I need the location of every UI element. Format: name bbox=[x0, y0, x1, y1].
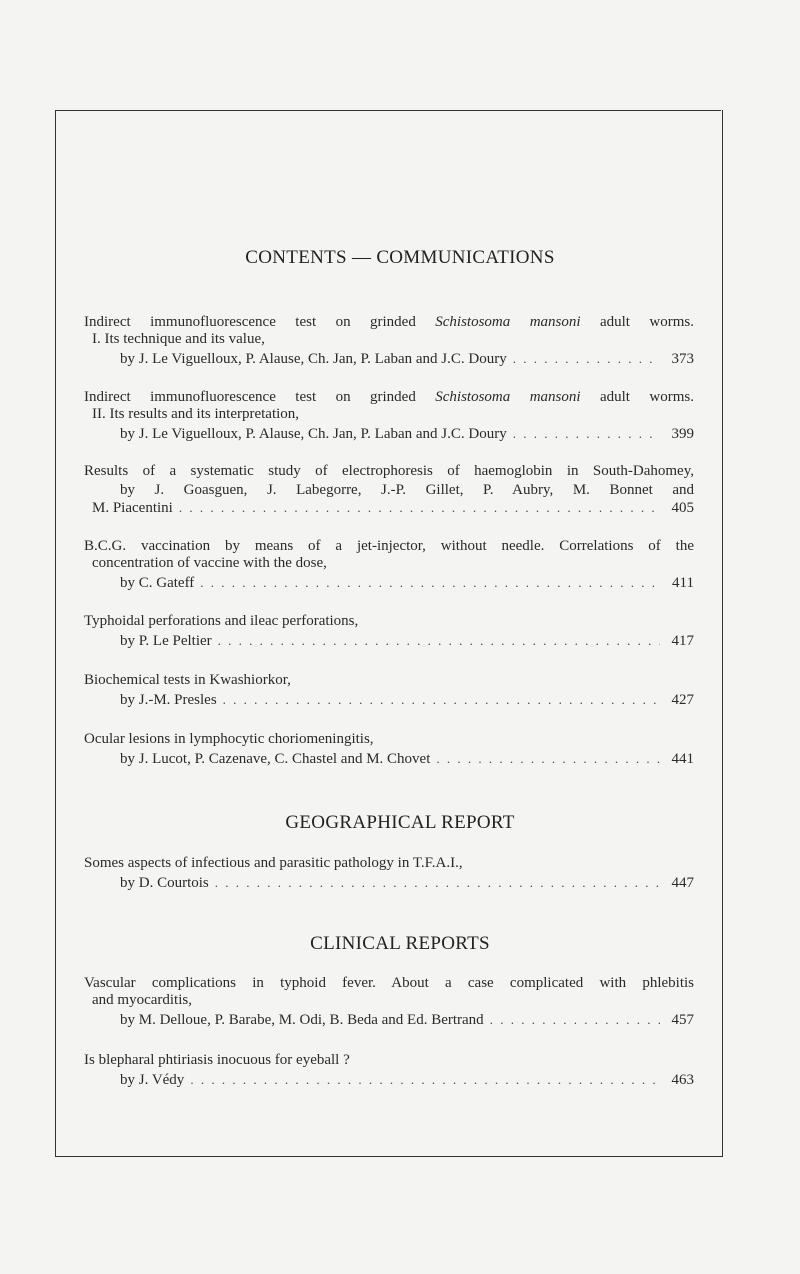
entry-page-number: 405 bbox=[671, 500, 694, 516]
dot-leader bbox=[200, 574, 660, 591]
entry-page-number: 373 bbox=[671, 351, 694, 367]
entry-page-number: 457 bbox=[671, 1012, 694, 1028]
section-title-geographical: GEOGRAPHICAL REPORT bbox=[285, 812, 515, 833]
entry-title-line: Indirect immunofluorescence test on grinded Schistosoma mansoni adult worms. bbox=[84, 314, 694, 330]
entry-author-row bbox=[84, 1011, 694, 1029]
dot-leader bbox=[513, 350, 660, 367]
entry-author-row bbox=[84, 350, 694, 368]
entry-title-line: Is blepharal phtiriasis inocuous for eyeball ? bbox=[84, 1052, 350, 1068]
entry-title-line: Typhoidal perforations and ileac perforations, bbox=[84, 613, 359, 629]
entry-page-number: 427 bbox=[671, 692, 694, 708]
entry-title-line: Vascular complications in typhoid fever. About a case complicated with phlebitis bbox=[84, 975, 694, 991]
section-title-clinical: CLINICAL REPORTS bbox=[310, 933, 490, 954]
entry-title-line: Results of a systematic study of electrophoresis of haemoglobin in South-Dahomey, bbox=[84, 463, 694, 479]
entry-authors: M. Piacentini bbox=[92, 500, 173, 516]
entry-authors: by C. Gateff bbox=[120, 575, 195, 591]
toc-entry bbox=[84, 314, 694, 368]
entry-title-line: Biochemical tests in Kwashiorkor, bbox=[84, 672, 291, 688]
dot-leader bbox=[218, 632, 660, 649]
toc-entry bbox=[84, 463, 694, 517]
toc-entry bbox=[84, 855, 694, 892]
entry-title-line: B.C.G. vaccination by means of a jet-injector, without needle. Correlations of the bbox=[84, 538, 694, 554]
entry-authors: by J. Le Viguelloux, P. Alause, Ch. Jan, P. Laban and J.C. Doury bbox=[120, 351, 507, 367]
frame-bottom-rule bbox=[55, 1156, 723, 1157]
dot-leader bbox=[179, 499, 660, 516]
entry-author-row bbox=[84, 874, 694, 892]
entry-title-line: and myocarditis, bbox=[92, 992, 192, 1008]
entry-author-row bbox=[84, 750, 694, 768]
dot-leader bbox=[215, 874, 660, 891]
toc-entry bbox=[84, 538, 694, 592]
entry-authors: by M. Delloue, P. Barabe, M. Odi, B. Beda and Ed. Bertrand bbox=[120, 1012, 484, 1028]
dot-leader bbox=[190, 1071, 660, 1088]
entry-authors: by J.-M. Presles bbox=[120, 692, 217, 708]
toc-entry bbox=[84, 1052, 694, 1089]
toc-entry bbox=[84, 613, 694, 650]
entry-title-line: Indirect immunofluorescence test on grinded Schistosoma mansoni adult worms. bbox=[84, 389, 694, 405]
entry-title-line: II. Its results and its interpretation, bbox=[92, 406, 300, 422]
entry-title-line: concentration of vaccine with the dose, bbox=[92, 555, 327, 571]
dot-leader bbox=[490, 1011, 660, 1028]
toc-entry bbox=[84, 731, 694, 768]
entry-author-row bbox=[84, 632, 694, 650]
dot-leader bbox=[223, 691, 660, 708]
entry-page-number: 399 bbox=[671, 426, 694, 442]
toc-entry bbox=[84, 975, 694, 1029]
dot-leader bbox=[513, 425, 660, 442]
entry-authors: by J. Goasguen, J. Labegorre, J.-P. Gillet, P. Aubry, M. Bonnet and bbox=[120, 482, 694, 498]
entry-title-line: Ocular lesions in lymphocytic choriomeningitis, bbox=[84, 731, 374, 747]
entry-page-number: 441 bbox=[671, 751, 694, 767]
entry-authors: by P. Le Peltier bbox=[120, 633, 212, 649]
entry-page-number: 463 bbox=[671, 1072, 694, 1088]
entry-authors: by D. Courtois bbox=[120, 875, 209, 891]
dot-leader bbox=[436, 750, 660, 767]
entry-page-number: 411 bbox=[672, 575, 694, 591]
entry-author-row bbox=[84, 499, 694, 517]
entry-author-row bbox=[84, 425, 694, 443]
entry-authors: by J. Védy bbox=[120, 1072, 185, 1088]
toc-entry bbox=[84, 672, 694, 709]
entry-page-number: 417 bbox=[671, 633, 694, 649]
entry-author-row bbox=[84, 574, 694, 592]
entry-title-line: I. Its technique and its value, bbox=[92, 331, 265, 347]
entry-title-line: Somes aspects of infectious and parasitic pathology in T.F.A.I., bbox=[84, 855, 463, 871]
section-title-communications: CONTENTS — COMMUNICATIONS bbox=[245, 247, 555, 268]
entry-page-number: 447 bbox=[671, 875, 694, 891]
entry-author-row bbox=[84, 691, 694, 709]
entry-authors: by J. Lucot, P. Cazenave, C. Chastel and M. Chovet bbox=[120, 751, 431, 767]
entry-authors: by J. Le Viguelloux, P. Alause, Ch. Jan, P. Laban and J.C. Doury bbox=[120, 426, 507, 442]
entry-author-row bbox=[84, 1071, 694, 1089]
toc-entry bbox=[84, 389, 694, 443]
